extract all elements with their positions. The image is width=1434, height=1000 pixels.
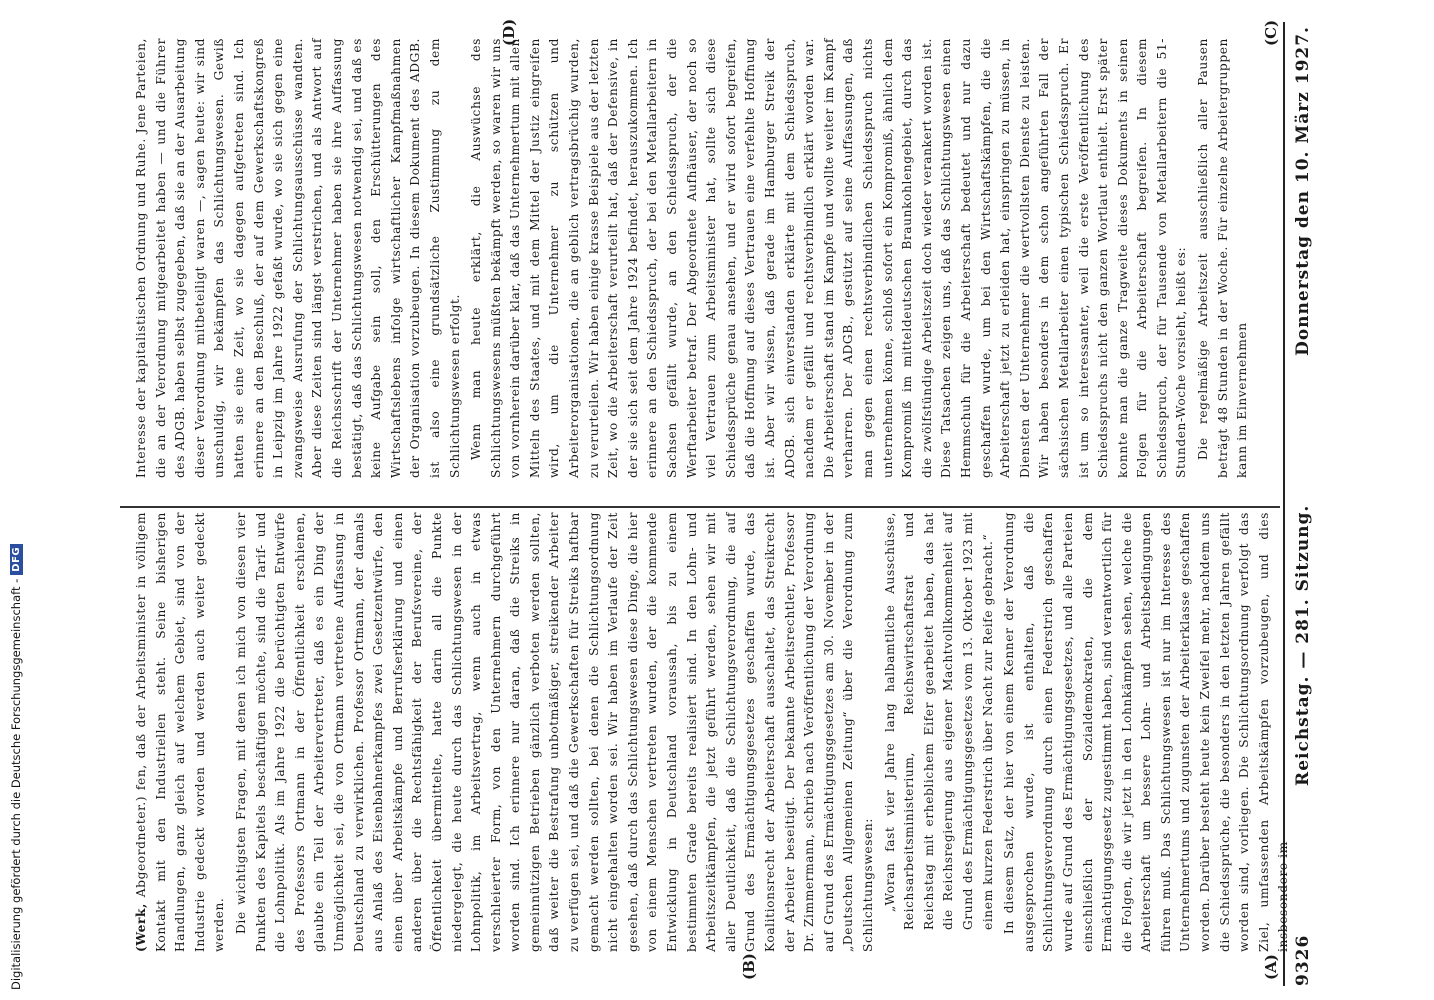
right-paragraph-1: Interesse der kapitalistischen Ordnung und Ruhe. Jene Parteien, die an der Verordnung mitgearbeitet haben — und die Führer des ADGB. haben selbst zugegeben, daß sie an der Ausarbeitung dieser Verordnung mitbeteiligt waren —, sagen heute: wir sind unschuldig, wir bekämpfen das Schlichtungswesen. Gewiß hatten sie eine Zeit, wo sie dagegen aufgetreten sind. Ich erinnere an den Beschluß, der auf dem Gewerkschaftskongreß in Leipzig im Jahre 1922 gefaßt wurde, wo sie sich gegen eine zwangsweise Ausrufung der Schlichtungsausschüsse wandten. Aber diese Zeiten sind längst verstrichen, und als Antwort auf die Reichsschrift der Unternehmer haben sie ihre Auffassung bestätigt, daß das Schlichtungswesen notwendig sei, und daß es keine Aufgabe sein soll, den Erschütterungen des Wirtschaftslebens infolge wirtschaftlicher Kampfmaßnahmen der Organisation vorzubeugen. In diesem Dokument des ADGB. ist also eine grundsätzliche Zustimmung zu dem Schlichtungswesen erfolgt.: [134, 38, 462, 478]
left-paragraph-2: Die wichtigsten Fragen, mit denen ich mich von diesen vier Punkten des Kapitels beschäftigen möchte, sind die Tarif- und die Lohnpolitik. Als im Jahre 1922 die berüchtigten Entwürfe des Professors Ortmann in der Öffentlichkeit erschienen, glaubte ein Teil der Arbeitervertreter, daß es ein Ding der Unmöglichkeit sei, die von Ortmann vertretene Auffassung in Deutschland zu verwirklichen. Professor Ortmann, der damals aus Anlaß des Eisenbahnerkampfes zwei Gesetzentwürfe, den einen über Arbeitskämpfe und Berrufserklärung und einen anderen über die Rechtsfähigkeit der Berufsvereine, der Öffentlichkeit übermittelte, hatte darin all die Punkte niedergelegt, die heute durch das Schlichtungswesen in der Lohnpolitik, im Arbeitsvertrag, wenn auch in etwas verschleierter Form, von den Unternehmern durchgeführt worden sind. Ich erinnere nur daran, daß die Streiks in gemeinnützigen Betrieben gänzlich verboten werden sollten, daß weiter die Bestrafung unbotmäßiger, streikender Arbeiter zu verfügen sei, und daß die Gewerkschaften für Streiks haftbar gemacht werden sollten, bei denen die Schlichtungsordnung nicht eingehalten worden sei. Wir haben im Verlaufe der Zeit gesehen, daß durch das Schlichtungswesen diese Dinge, die hier von einem Menschen vertreten wurden, der die kommende Entwicklung in Deutschland voraussah, bis zu einem bestimmten Grade bereits realisiert sind. In den Lohn- und Arbeitszeitkämpfen, die jetzt geführt werden, sehen wir mit aller Deutlichkeit, daß die Schlichtungsverordnung, die auf Grund des Ermächtigungsgesetzes geschaffen wurde, das Koalitionsrecht der Arbeiterschaft ausschaltet, das Streikrecht der Arbeiter beseitigt. Der bekannte Arbeitsrechtler, Professor Dr. Zimmermann, schrieb nach Veröffentlichung der Verordnung auf Grund des Ermächtigungsgesetzes am 30. November in der „Deutschen Allgemeinen Zeitung“ über die Verordnung zum Schlichtungswesen:: [233, 512, 875, 952]
column-divider: [120, 507, 1280, 509]
header-title: Reichstag. — 281. Sitzung.: [1293, 504, 1313, 786]
digitization-note: Digitalisierung gefördert durch die Deutsche Forschungsgemeinschaft -: [9, 578, 23, 990]
margin-marker-a: (A): [1262, 954, 1280, 980]
margin-marker-c: (C): [1262, 19, 1280, 46]
header-date: Donnerstag den 10. März 1927.: [1293, 26, 1313, 356]
right-column: [132, 38, 1282, 478]
page-number: 9326: [1293, 934, 1313, 986]
left-quote: „Woran fast vier Jahre lang halbamtliche Ausschüsse, Reichsarbeitsministerium, Reichswirtschaftsrat und Reichstag mit erheblichem Eifer gearbeitet haben, das hat die Reichsregierung aus eigener Machtvollkommenheit auf Grund des Ermächtigungsgesetzes vom 13. Oktober 1923 mit einem kurzen Federstrich über Nacht zur Reife gebracht.“: [882, 512, 995, 930]
dfg-logo: DFG: [10, 544, 23, 575]
left-p1-text: fen, daß der Arbeitsminister in völligem Kontakt mit den Industriellen steht. Seine bisherigen Handlungen, ganz gleich auf welchem Gebiet, sind von der Industrie gedeckt worden und werden auch weiter gedeckt werden.: [134, 512, 227, 952]
left-paragraph-1: [132, 512, 230, 952]
speaker-name: (Werk,: [134, 903, 148, 952]
margin-marker-b: (B): [740, 953, 758, 980]
left-column: [132, 512, 1291, 952]
right-paragraph-2: Wenn man heute erklärt, die Auswüchse des Schlichtungswesens müßten bekämpft werden, so waren wir uns von vornherein darüber klar, daß das Unternehmertum mit allen Mitteln des Staates, und mit dem Mittel der Justiz eingreifen wird, um die Unternehmer zu schützen und Arbeiterorganisationen, die an geblich vertragsbrüchig wurden, zu verurteilen. Wir haben einige krasse Beispiele aus der letzten Zeit, wo die Arbeiterschaft verurteilt hat, daß der Defensive, in der sie sich seit dem Jahre 1924 befindet, herauszukommen. Ich erinnere an den Schiedsspruch, der bei den Metallarbeitern in Sachsen gefällt wurde, an den Schiedsspruch, der die Werftarbeiter betraf. Der Abgeordnete Aufhäuser, der noch so viel Vertrauen zum Arbeitsminister hat, sollte sich diese Schiedssprüche genau ansehen, und er wird sofort begreifen, daß die Hoffnung auf dieses Vertrauen eine verfehlte Hoffnung ist. Aber wir wissen, daß gerade im Hamburger Streik der ADGB. sich einverstanden erklärte mit dem Schiedsspruch, nachdem er gefällt und rechtsverbindlich erklärt worden war. Die Arbeiterschaft stand im Kampfe und wollte weiter im Kampf verharren. Der ADGB., gestützt auf seine Auffassungen, daß man gegen einen rechtsverbindlichen Schiedsspruch nichts unternehmen könne, schloß sofort ein Kompromiß, ähnlich dem Kompromiß im mitteldeutschen Braunkohlengebiet, durch das die zwölfstündige Arbeitszeit doch wieder verankert worden ist. Diese Tatsachen zeigen uns, daß das Schlichtungswesen einen Hemmschuh für die Arbeiterschaft bedeutet und nur dazu geschaffen wurde, um bei den Wirtschaftskämpfen, die die Arbeiterschaft jetzt zu erleiden hat, einspringen zu müssen, in Diensten der Unternehmer die wertvollsten Dienste zu leisten. Wir haben besonders in dem schon angeführten Fall der sächsischen Metallarbeiter einen typischen Schiedsspruch. Er ist um so interessanter, weil die erste Veröffentlichung des Schiedsspruchs nicht den ganzen Wortlaut enthielt. Erst später konnte man die ganze Tragweite dieses Dokuments in seinen Folgen für die Arbeiterschaft begreifen. In diesem Schiedsspruch, der für Tausende von Metallarbeitern die 51-Stunden-Woche vorsieht, heißt es:: [469, 38, 1189, 478]
speaker-role: Abgeordneter.): [134, 795, 148, 898]
margin-marker-d: (D): [500, 18, 518, 46]
left-paragraph-3: In diesem Satz, der hier von einem Kenner der Verordnung ausgesprochen wurde, ist enthalten, daß die Schlichtungsverordnung durch einen Federstrich geschaffen wurde auf Grund des Ermächtigungsgesetzes, und alle Parteien einschließlich der Sozialdemokraten, die dem Ermächtigungsgesetz zugestimmt haben, sind verantwortlich für die Folgen, die wir jetzt in den Lohnkämpfen sehen, welche die Arbeiterschaft um bessere Lohn- und Arbeitsbedingungen führen muß. Das Schlichtungswesen ist nur im Interesse des Unternehmertums und zugunsten der Arbeiterklasse geschaffen worden. Darüber besteht heute kein Zweifel mehr, nachdem uns die Schiedssprüche, die besonders in den letzten Jahren gefällt worden sind, vorliegen. Die Schlichtungsordnung verfolgt das Ziel, umfassenden Arbeitskämpfen vorzubeugen, und dies insbesondere im: [1002, 512, 1291, 952]
right-paragraph-3: Die regelmäßige Arbeitszeit ausschließlich aller Pausen beträgt 48 Stunden in der Woche. Für einzelne Arbeitergruppen kann im Einvernehmen: [1196, 38, 1250, 478]
digitization-sidebar: [4, 10, 28, 990]
